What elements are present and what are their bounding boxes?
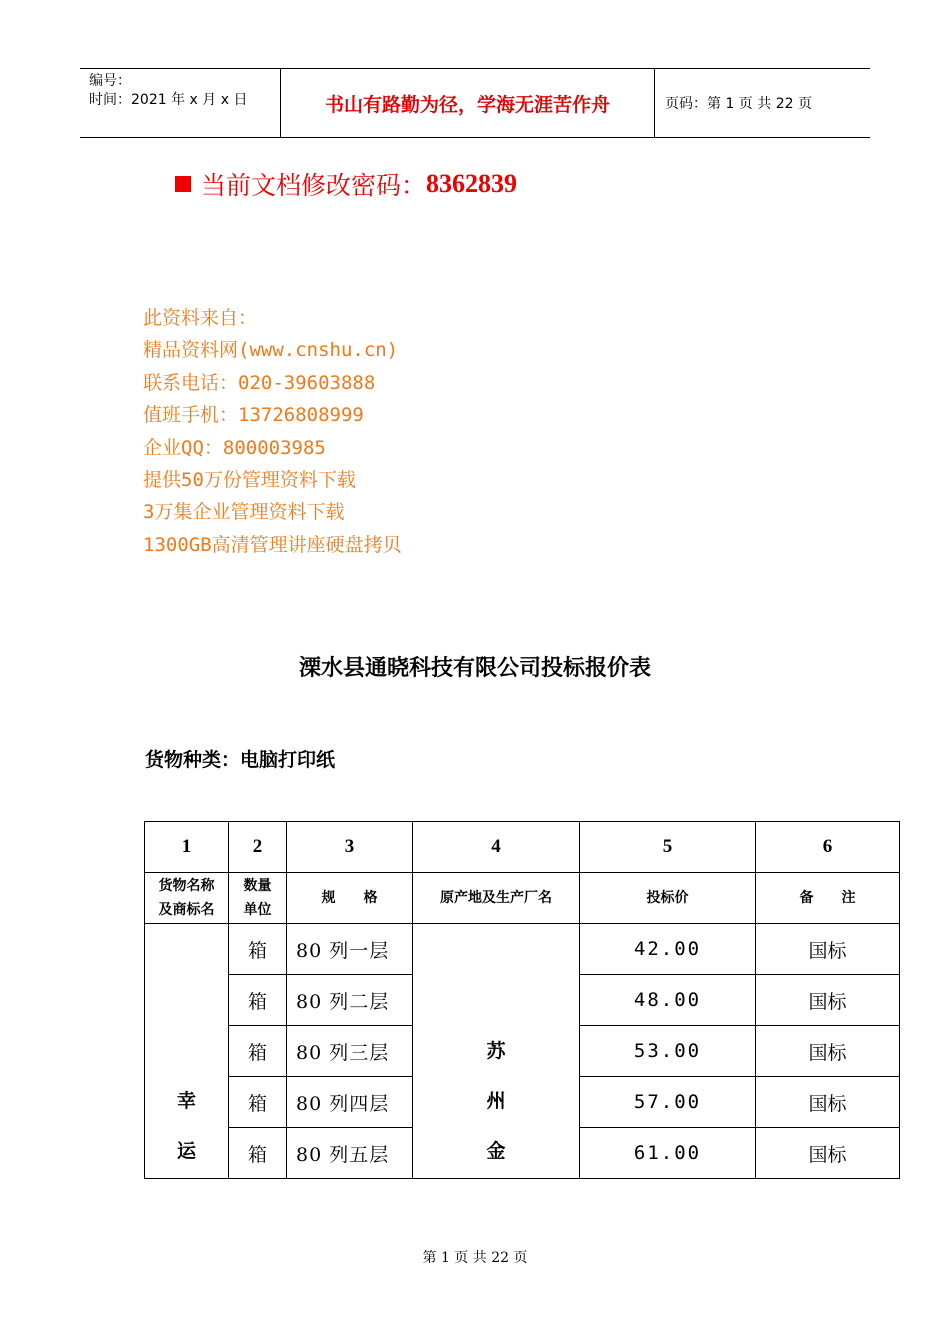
- col-note-header: 备 注: [756, 873, 900, 924]
- unit-cell: 箱: [229, 975, 287, 1026]
- header-meta: [80, 69, 281, 137]
- unit-cell: 箱: [229, 1128, 287, 1179]
- note-cell: 国标: [756, 1128, 900, 1179]
- quotation-table: [144, 821, 900, 1179]
- spec-cell: 80 列三层: [287, 1026, 413, 1077]
- spec-cell: 80 列二层: [287, 975, 413, 1026]
- source-line: 值班手机：13726808999: [143, 404, 364, 427]
- spec-cell: 80 列一层: [287, 924, 413, 975]
- unit-cell: 箱: [229, 1077, 287, 1128]
- source-line: 企业QQ：800003985: [143, 436, 326, 459]
- page-header: [80, 68, 870, 138]
- unit-cell: 箱: [229, 1026, 287, 1077]
- unit-cell: 箱: [229, 924, 287, 975]
- col-spec-header: 规 格: [287, 873, 413, 924]
- column-number: 2: [229, 822, 287, 873]
- price-cell: 48.00: [580, 975, 756, 1026]
- square-bullet-icon: [175, 176, 191, 192]
- column-number: 4: [413, 822, 580, 873]
- source-line: 提供50万份管理资料下载: [143, 469, 356, 492]
- source-line: 3万集企业管理资料下载: [143, 501, 345, 524]
- note-cell: 国标: [756, 975, 900, 1026]
- table-row: [145, 924, 900, 975]
- price-cell: 53.00: [580, 1026, 756, 1077]
- price-cell: 42.00: [580, 924, 756, 975]
- col-price-header: 投标价: [580, 873, 756, 924]
- col-quantity-unit-header: 数量 单位: [229, 873, 287, 924]
- brand-cell: 幸 运: [145, 924, 229, 1179]
- column-number: 1: [145, 822, 229, 873]
- time-label: 时间：2021 年 x 月 x 日: [89, 92, 248, 108]
- source-line: 1300GB高清管理讲座硬盘拷贝: [143, 533, 402, 556]
- source-line: 联系电话：020-39603888: [143, 371, 376, 394]
- price-cell: 57.00: [580, 1077, 756, 1128]
- column-number-row: [145, 822, 900, 873]
- column-number: 5: [580, 822, 756, 873]
- column-label-row: [145, 873, 900, 924]
- header-page-info: 页码：第 1 页 共 22 页: [665, 96, 812, 112]
- page-footer: 第 1 页 共 22 页: [422, 1250, 528, 1266]
- header-motto: 书山有路勤为径，学海无涯苦作舟: [281, 69, 655, 137]
- source-line: 精品资料网(www.cnshu.cn): [143, 339, 399, 362]
- price-cell: 61.00: [580, 1128, 756, 1179]
- source-info: [143, 302, 402, 561]
- document-title: 溧水县通晓科技有限公司投标报价表: [298, 655, 651, 681]
- password-label: 当前文档修改密码：: [201, 171, 427, 200]
- note-cell: 国标: [756, 1077, 900, 1128]
- col-goods-name-header: 货物名称 及商标名: [145, 873, 229, 924]
- password-line: [175, 166, 517, 202]
- note-cell: 国标: [756, 924, 900, 975]
- password-code: 8362839: [426, 169, 518, 198]
- column-number: 6: [756, 822, 900, 873]
- spec-cell: 80 列四层: [287, 1077, 413, 1128]
- number-label: 编号：: [89, 73, 131, 89]
- spec-cell: 80 列五层: [287, 1128, 413, 1179]
- column-number: 3: [287, 822, 413, 873]
- goods-type: 货物种类：电脑打印纸: [145, 749, 336, 771]
- source-line: 此资料来自：: [143, 307, 258, 329]
- origin-cell: 苏 州 金: [413, 924, 580, 1179]
- note-cell: 国标: [756, 1026, 900, 1077]
- col-origin-header: 原产地及生产厂名: [413, 873, 580, 924]
